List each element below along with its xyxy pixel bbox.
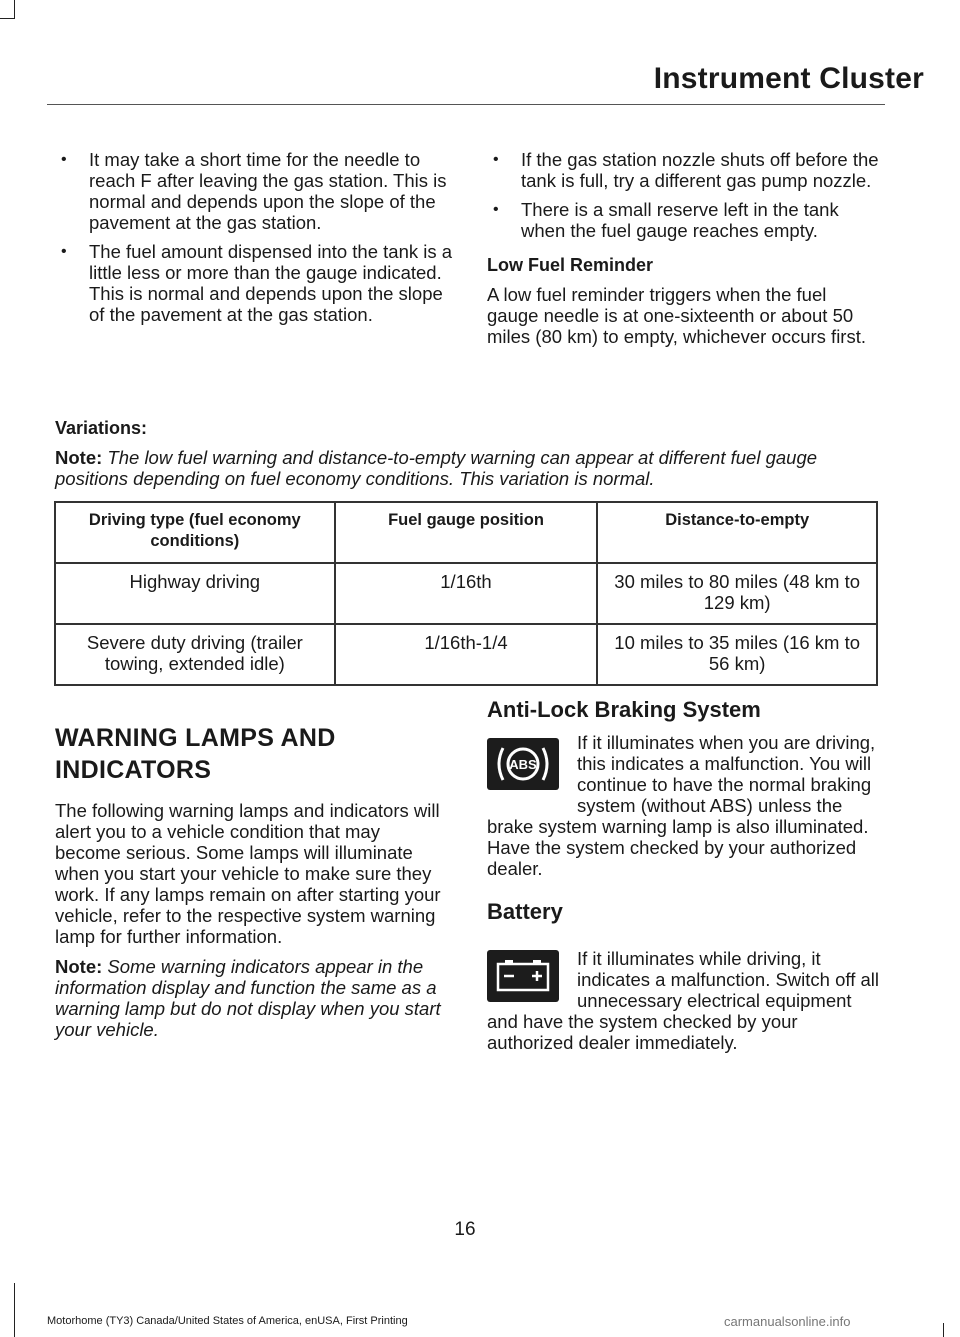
variations-section xyxy=(55,418,885,498)
table-cell: Severe duty driving (trailer towing, extended idle) xyxy=(55,624,335,685)
warning-note xyxy=(55,956,450,1040)
table-cell: 30 miles to 80 miles (48 km to 129 km) xyxy=(597,563,877,624)
header-divider xyxy=(47,104,885,105)
low-fuel-text: A low fuel reminder triggers when the fuel gauge needle is at one-sixteenth or about 50 miles (80 km) to empty, whichever occurs first. xyxy=(487,284,866,347)
note-label: Note: xyxy=(55,956,103,977)
watermark-link[interactable]: carmanualsonline.info xyxy=(724,1314,851,1329)
table-row xyxy=(55,563,877,624)
crop-mark-top-left-v xyxy=(14,0,15,18)
abs-icon xyxy=(487,738,559,790)
note-label: Note: xyxy=(55,447,103,468)
abs-text: If it illuminates when you are driving, this indicates a malfunction. You will continue to have the normal braking system (without ABS) unless the brake system warning lamp is also illuminated. Have the system checked by your authorized dealer. xyxy=(487,732,876,879)
bullet-item: • There is a small reserve left in the tank when the fuel gauge reaches empty. xyxy=(487,199,882,241)
bullet-item: • The fuel amount dispensed into the tank is a little less or more than the gauge indicated. This is normal and depends upon the slope of the pavement at the gas station. xyxy=(55,241,455,325)
page-number: 16 xyxy=(454,1219,476,1240)
left-top-column xyxy=(55,149,455,333)
abs-icon-label: ABS xyxy=(509,757,537,772)
note-text: The low fuel warning and distance-to-empty warning can appear at different fuel gauge positions depending on fuel economy conditions. This variation is normal. xyxy=(55,447,818,489)
warning-text: The following warning lamps and indicators will alert you to a vehicle condition that may become serious. Some lamps will illuminate when you start your vehicle to make sure they work. If any lamps remain on after starting your vehicle, refer to the respective system warning lamp for further information. xyxy=(55,800,441,947)
crop-mark-top-left-h xyxy=(0,18,15,19)
table-row xyxy=(55,624,877,685)
table-cell: 1/16th xyxy=(335,563,598,624)
crop-mark-bottom-right-v xyxy=(943,1323,944,1337)
abs-heading: Anti-Lock Braking System xyxy=(487,697,761,722)
bullet-item: • If the gas station nozzle shuts off before the tank is full, try a different gas pump nozzle. xyxy=(487,149,882,191)
footer-text: Motorhome (TY3) Canada/United States of America, enUSA, First Printing xyxy=(47,1315,408,1327)
variations-heading: Variations: xyxy=(55,418,148,438)
table-cell: Highway driving xyxy=(55,563,335,624)
table-header: Distance-to-empty xyxy=(597,502,877,563)
note-text: Some warning indicators appear in the information display and function the same as a warning lamp but do not display when you start your vehicle. xyxy=(55,956,441,1040)
table-header-row xyxy=(55,502,877,563)
table-header: Fuel gauge position xyxy=(335,502,598,563)
battery-heading: Battery xyxy=(487,899,563,924)
variations-note xyxy=(55,447,885,489)
warning-heading: WARNING LAMPS AND INDICATORS xyxy=(55,724,336,784)
table-cell: 1/16th-1/4 xyxy=(335,624,598,685)
right-top-column xyxy=(487,149,882,356)
warning-lamps-section xyxy=(55,722,450,1049)
fuel-variation-table xyxy=(54,501,878,686)
right-bottom-column xyxy=(487,699,882,1062)
table-header: Driving type (fuel economy conditions) xyxy=(55,502,335,563)
low-fuel-heading: Low Fuel Reminder xyxy=(487,255,654,275)
battery-text: If it illuminates while driving, it indicates a malfunction. Switch off all unnecessary electrical equipment and have the system checked by your authorized dealer immediately. xyxy=(487,948,879,1053)
battery-icon xyxy=(487,950,559,1002)
bullet-item: • It may take a short time for the needle to reach F after leaving the gas station. This is normal and depends upon the slope of the pavement at the gas station. xyxy=(55,149,455,233)
crop-mark-bottom-left-v xyxy=(14,1283,15,1337)
page-header-title: Instrument Cluster xyxy=(653,62,924,95)
table-cell: 10 miles to 35 miles (16 km to 56 km) xyxy=(597,624,877,685)
